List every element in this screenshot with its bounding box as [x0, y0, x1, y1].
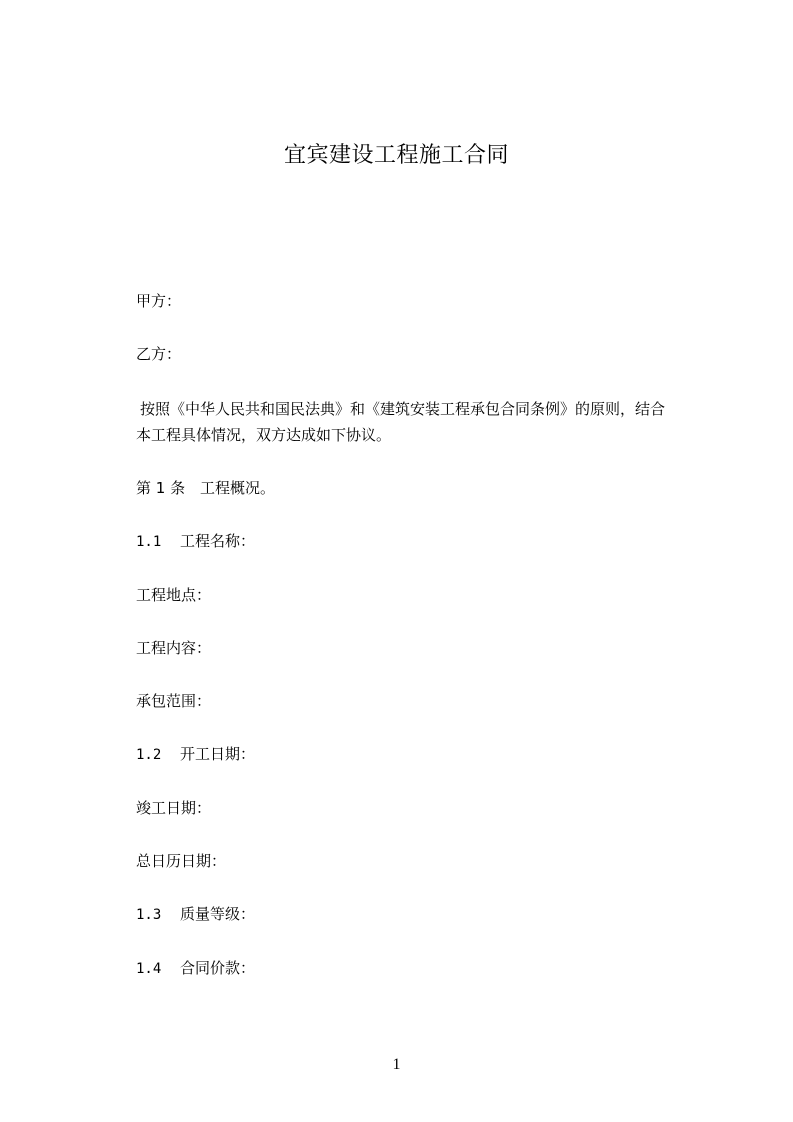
- party-a-label: 甲方：: [136, 292, 182, 310]
- clause-number: 1.4: [136, 961, 162, 977]
- item-project-name: [136, 530, 255, 553]
- item-contract-price: [136, 957, 255, 980]
- item-completion-date: [136, 797, 211, 819]
- item-contract-scope: [136, 690, 211, 712]
- item-project-location: [136, 584, 211, 606]
- field-label: 承包范围：: [136, 692, 212, 710]
- field-label: 工程名称：: [180, 532, 256, 550]
- clause-number: 1.2: [136, 747, 162, 763]
- document-title: 宜宾建设工程施工合同: [283, 143, 509, 168]
- field-label: 质量等级：: [180, 905, 256, 923]
- item-start-date: [136, 743, 255, 766]
- preamble-line-1: 按照《中华人民共和国民法典》和《建筑安装工程承包合同条例》的原则，结合: [140, 400, 666, 418]
- clause-number: 1.1: [136, 534, 162, 550]
- preamble-line-2: 本工程具体情况，双方达成如下协议。: [136, 426, 392, 444]
- field-label: 开工日期：: [180, 745, 256, 763]
- item-project-content: [136, 637, 211, 659]
- clause-number: 1.3: [136, 907, 162, 923]
- field-label: 竣工日期：: [136, 799, 212, 817]
- article-1-heading: [136, 477, 275, 499]
- field-label: 工程地点：: [136, 586, 212, 604]
- preamble-paragraph: [136, 396, 706, 448]
- field-label: 工程内容：: [136, 639, 212, 657]
- item-total-calendar-days: [136, 850, 226, 872]
- field-label: 总日历日期：: [136, 852, 227, 870]
- page-number: 1: [392, 1056, 401, 1073]
- field-label: 合同价款：: [180, 959, 256, 977]
- item-quality-grade: [136, 903, 255, 926]
- article-title: 工程概况。: [200, 479, 276, 497]
- party-b-label: 乙方：: [136, 345, 182, 363]
- article-number: 第 1 条: [136, 479, 186, 497]
